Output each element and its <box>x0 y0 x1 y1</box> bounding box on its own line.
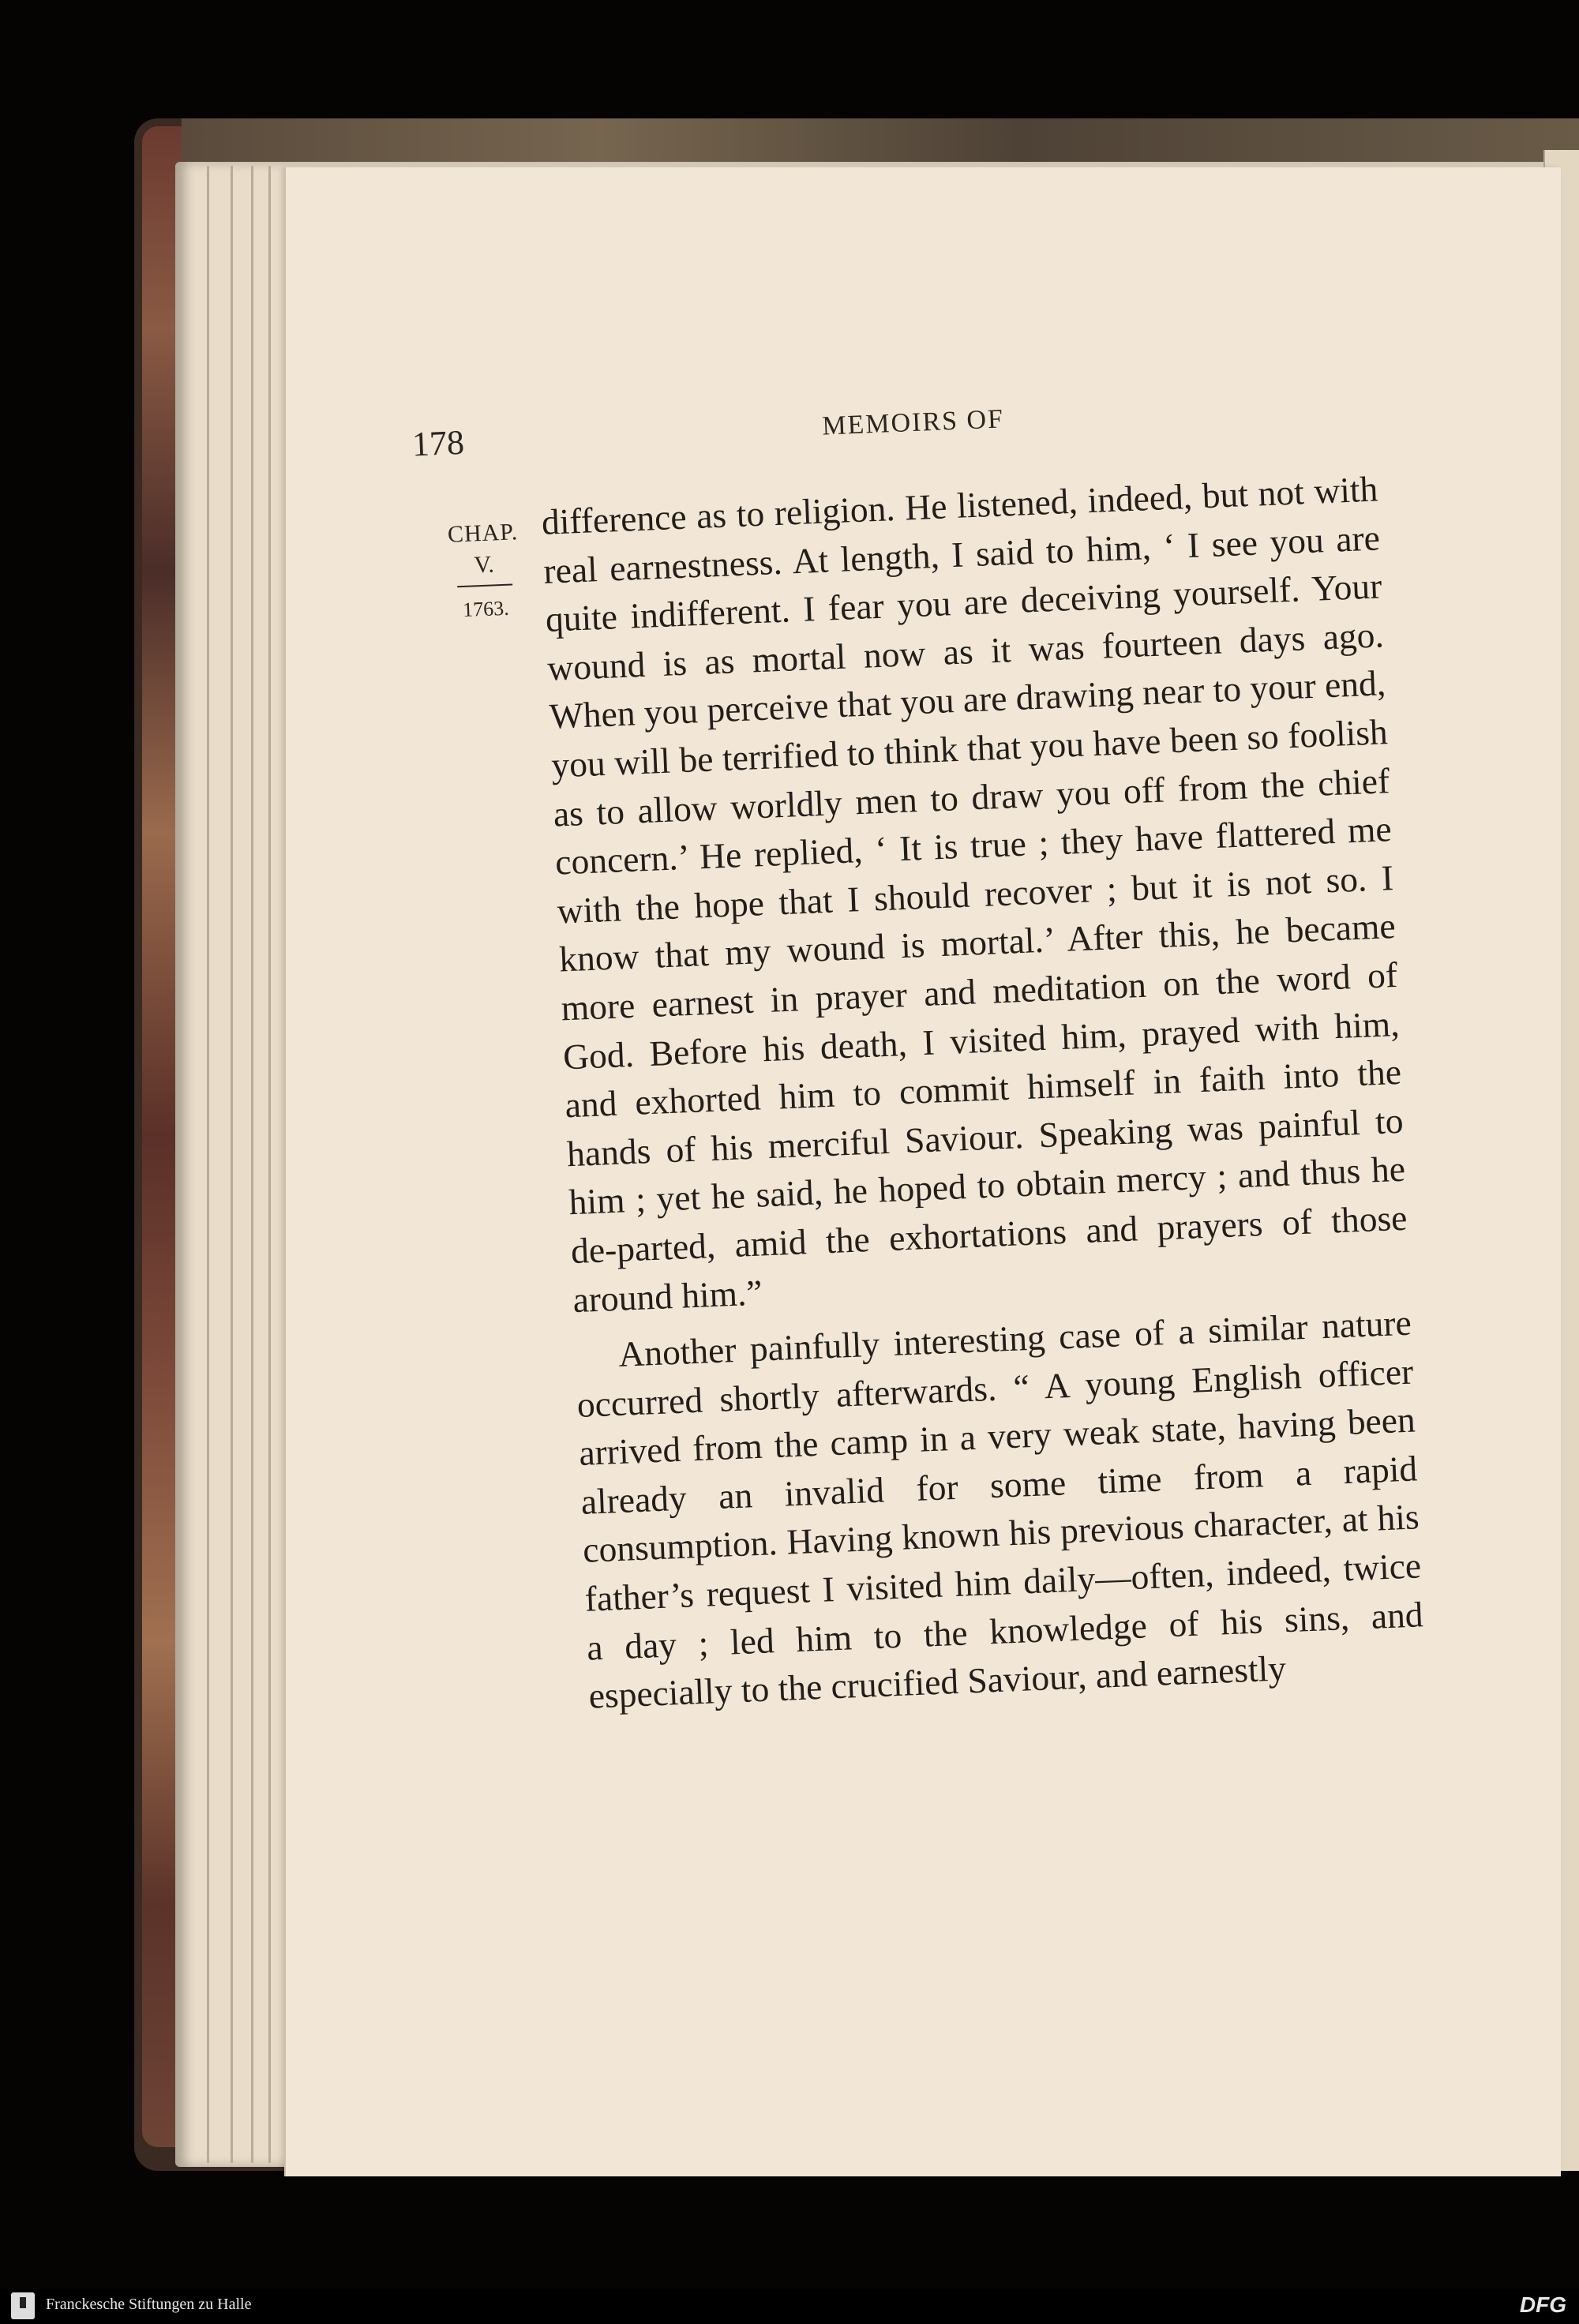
margin-rule <box>457 583 512 587</box>
margin-chapter-label: CHAP. <box>447 519 519 548</box>
running-head: MEMOIRS OF <box>821 404 1005 441</box>
margin-chapter-number: V. <box>473 551 495 579</box>
page-number: 178 <box>411 422 465 464</box>
institution-logo-icon <box>11 2292 35 2319</box>
margin-year: 1763. <box>462 596 510 622</box>
body-text <box>541 464 1426 1720</box>
paragraph: difference as to religion. He listened, indeed, but not with real earnestness. At length, I said to him, ‘ I see you are quite indifferent. I fear you are deceiving yourself. Your wound is as mortal now as it was fourteen days ago. When you perceive that you are drawing near to your end, you will be terrified to think that you have been so foolish as to allow worldly men to draw you off from the chief concern.’ He replied, ‘ It is true ; they have flattered me with the hope that I should recover ; but it is not so. I know that my wound is mortal.’ After this, he became more earnest in prayer and meditation on the word of God. Before his death, I visited him, prayed with him, and exhorted him to commit himself in faith into the hands of his merciful Saviour. Speaking was painful to him ; yet he said, he hoped to obtain mercy ; and thus he de-parted, amid the exhortations and prayers of those around him.” <box>540 468 1408 1320</box>
footer-dfg-logo: DFG <box>1519 2292 1566 2317</box>
paragraph: Another painfully interesting case of a similar nature occurred shortly afterwards. “ A young English officer arrived from the camp in a very weak state, having been already an invalid for some time from a rapid consumption. Having known his previous character, at his father’s request I visited him daily—often, indeed, twice a day ; led him to the knowledge of his sins, and especially to the crucified Saviour, and earnestly <box>576 1302 1424 1716</box>
footer-institution: Franckesche Stiftungen zu Halle <box>46 2296 252 2313</box>
